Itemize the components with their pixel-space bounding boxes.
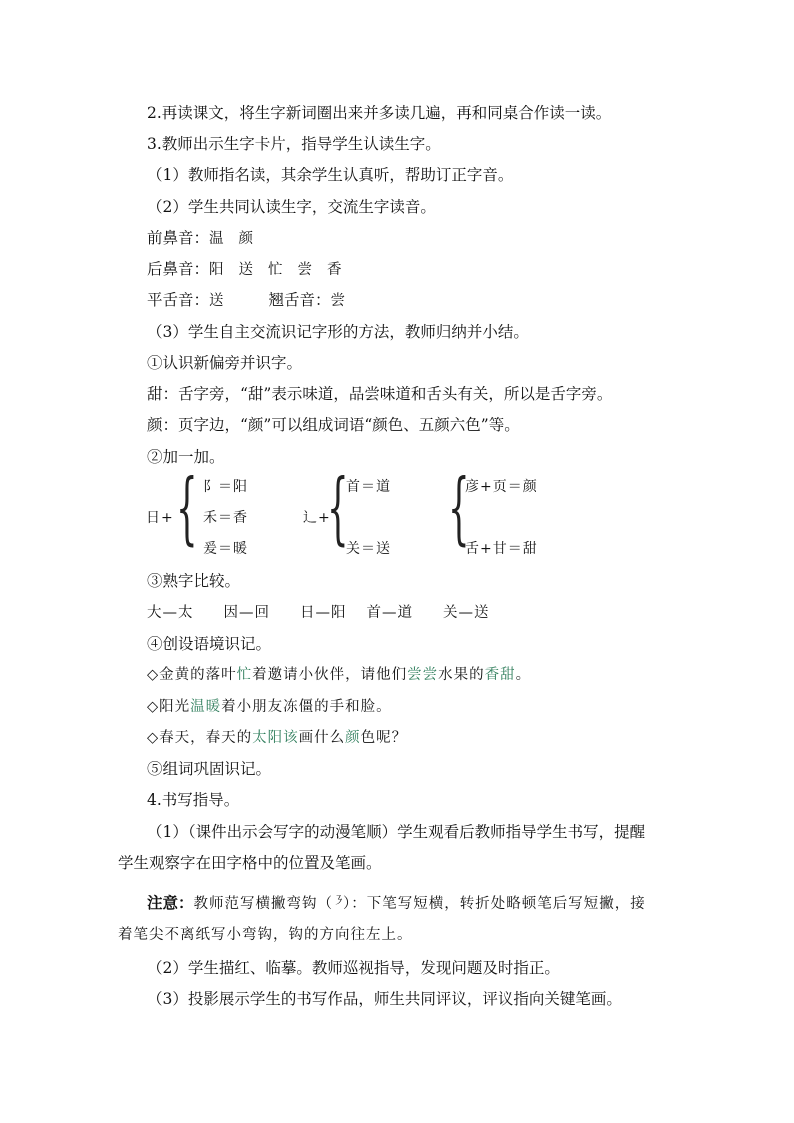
note-text: ）：下笔写短横，转折处略顿笔后写短撇，接 xyxy=(343,896,646,912)
back-nasal-char: 尝 xyxy=(297,262,314,278)
context-sentence xyxy=(147,728,407,748)
group1-item: 禾＝香 xyxy=(203,510,248,526)
yan-explanation: 颜：页字边，“颜”可以组成词语“颜色、五颜六色”等。 xyxy=(147,416,520,434)
diamond-bullet-icon: ◇ xyxy=(147,730,160,746)
back-nasal-char: 忙 xyxy=(268,262,284,278)
group3-item: 舌+甘＝甜 xyxy=(465,541,538,557)
compare-pair: 大—太 xyxy=(147,605,194,621)
diamond-bullet-icon: ◇ xyxy=(147,667,160,683)
group2-item: 首＝道 xyxy=(346,479,391,495)
highlight-char: 尝尝 xyxy=(407,667,439,683)
step-3-text: 3.教师出示生字卡片，指导学生认读生字。 xyxy=(147,135,441,153)
point-3-heading: ③熟字比较。 xyxy=(147,572,241,590)
sentence-text: 金黄的落叶 xyxy=(159,667,237,683)
left-brace-icon: { xyxy=(327,463,349,556)
front-nasal-char: 温 xyxy=(209,231,225,247)
diamond-bullet-icon: ◇ xyxy=(147,699,160,715)
sentence-text: 水果的 xyxy=(438,667,485,683)
point-5-heading: ⑤组词巩固识记。 xyxy=(147,760,272,778)
group3-item: 彦+页＝颜 xyxy=(465,479,538,495)
sentence-text: 。 xyxy=(515,667,532,683)
note-text: 教师范写横撇弯钩（ xyxy=(193,896,334,912)
point-2-heading: ②加一加。 xyxy=(147,448,225,466)
sentence-text: 阳光 xyxy=(159,699,191,715)
point-4-heading: ④创设语境识记。 xyxy=(147,635,272,653)
front-nasal-char: 颜 xyxy=(238,231,255,247)
note-line2: 着笔尖不离纸写小弯钩，钩的方向往左上。 xyxy=(118,927,413,943)
step-4-heading: 4.书写指导。 xyxy=(147,791,240,809)
back-nasal-line xyxy=(147,259,343,280)
compare-row xyxy=(147,603,490,623)
curl-tongue-label: 翘舌音： xyxy=(268,291,331,309)
sentence-text: 画什么 xyxy=(298,730,346,746)
context-sentence xyxy=(147,697,392,717)
back-nasal-char: 阳 xyxy=(209,262,225,278)
sentence-text: 着小朋友冻僵的手和脸。 xyxy=(221,699,392,715)
front-nasal-label: 前鼻音： xyxy=(147,229,210,247)
writing-step-1-line2: 学生观察字在田字格中的位置及笔画。 xyxy=(118,854,382,872)
highlight-char: 香甜 xyxy=(484,667,516,683)
front-nasal-line xyxy=(147,228,254,249)
left-brace-icon: { xyxy=(176,463,198,556)
group2-base: 辶+ xyxy=(303,510,331,526)
point-1-heading: ①认识新偏旁并识字。 xyxy=(147,354,303,372)
sentence-text: 色呢？ xyxy=(360,730,408,746)
group1-item: 爰＝暖 xyxy=(203,541,248,557)
back-nasal-char: 香 xyxy=(327,262,343,278)
highlight-char: 温暖 xyxy=(190,699,222,715)
writing-step-3: （3）投影展示学生的书写作品，师生共同评议，评议指向关键笔画。 xyxy=(147,990,622,1008)
compare-pair: 首—道 xyxy=(366,605,413,621)
context-sentence xyxy=(147,665,531,685)
highlight-char: 颜 xyxy=(345,730,361,746)
flat-tongue-label: 平舌音： xyxy=(147,291,210,309)
compare-pair: 日—阳 xyxy=(300,605,347,621)
highlight-char: 忙 xyxy=(236,667,253,683)
writing-step-1-line1: （1）（课件出示会写字的动漫笔顺）学生观看后教师指导学生书写，提醒 xyxy=(147,823,646,841)
compare-pair: 因—回 xyxy=(223,605,270,621)
group1-base: 日+ xyxy=(146,510,174,526)
sentence-text: 着邀请小伙伴，请他们 xyxy=(252,667,408,683)
sub-3-text: （3）学生自主交流识记字形的方法，教师归纳并小结。 xyxy=(147,323,529,341)
sub-1-text: （1）教师指名读，其余学生认真听，帮助订正字音。 xyxy=(147,166,514,184)
highlight-char: 太阳该 xyxy=(252,730,299,746)
writing-step-2: （2）学生描红、临摹。教师巡视指导，发现问题及时指正。 xyxy=(147,959,560,977)
note-line1 xyxy=(147,891,646,914)
group2-item: 关＝送 xyxy=(346,541,391,557)
sentence-text: 春天，春天的 xyxy=(159,730,253,746)
back-nasal-label: 后鼻音： xyxy=(147,260,210,278)
stroke-hengpiewangou-icon: ㇋ xyxy=(333,894,345,907)
compare-pair: 关—送 xyxy=(443,605,490,621)
curl-tongue-char: 尝 xyxy=(330,293,347,309)
sub-2-text: （2）学生共同认读生字，交流生字读音。 xyxy=(147,198,436,216)
back-nasal-char: 送 xyxy=(238,262,255,278)
flat-tongue-line xyxy=(147,290,346,311)
tian-explanation: 甜：舌字旁，“甜”表示味道，品尝味道和舌头有关，所以是舌字旁。 xyxy=(147,385,613,403)
step-2-text: 2.再读课文，将生字新词圈出来并多读几遍，再和同桌合作读一读。 xyxy=(147,104,612,122)
group1-item: 阝＝阳 xyxy=(203,479,248,495)
left-brace-icon: { xyxy=(448,463,470,556)
note-label: 注意： xyxy=(147,893,194,912)
flat-tongue-char: 送 xyxy=(209,293,225,309)
